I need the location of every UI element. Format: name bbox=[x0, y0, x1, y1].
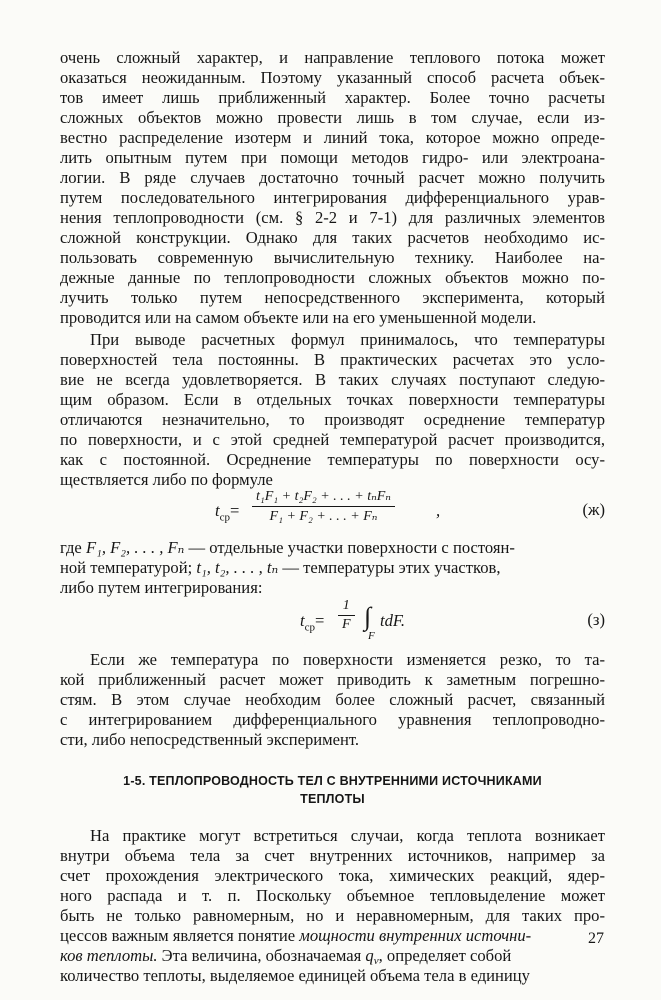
section-heading-line: ТЕПЛОТЫ bbox=[300, 792, 365, 806]
text-line: внутри объема тела за счет внутренних источников, например за bbox=[60, 846, 605, 865]
text-line: проводится или на самом объекте или на его уменьшенной модели. bbox=[60, 308, 537, 327]
text-line: На практике могут встретиться случаи, когда теплота возникает bbox=[90, 826, 605, 845]
text-line: быть не только равномерным, но и неравномерным, для таких про- bbox=[60, 906, 605, 925]
formula-denominator: F₁ + F₂ + . . . + Fₙ bbox=[252, 506, 395, 525]
formula-zh bbox=[60, 488, 605, 534]
formula-comma: , bbox=[436, 501, 441, 520]
text-line: цессов важным является понятие мощности внутренних источни- bbox=[60, 926, 532, 945]
text-line: ществляется либо по формуле bbox=[60, 470, 273, 489]
symbol-f-list: F₁, F₂, . . . , Fₙ bbox=[85, 538, 185, 557]
formula-denominator: F bbox=[338, 615, 355, 633]
text-line: где F₁, F₂, . . . , Fₙ — отдельные участки поверхности с постоян- bbox=[60, 538, 515, 557]
integral-domain: F bbox=[368, 630, 375, 642]
formula-lhs: $t_{ср}=$ bbox=[300, 611, 325, 634]
emphasis-text: ков теплоты. bbox=[60, 946, 158, 965]
emphasis-text: мощности внутренних источни- bbox=[299, 926, 532, 945]
text-line: кой приближенный расчет может приводить к заметным погрешно- bbox=[60, 670, 605, 689]
formula-fraction bbox=[338, 598, 355, 633]
text-line: сти, либо непосредственный эксперимент. bbox=[60, 730, 360, 749]
formula-numerator: t₁F₁ + t₂F₂ + . . . + tₙFₙ bbox=[256, 489, 391, 504]
text-line: по поверхности, и с этой средней температурой расчет производится, bbox=[60, 430, 605, 449]
text-line: поверхностей тела постоянны. В практических расчетах это усло- bbox=[60, 350, 605, 369]
text-line: с интегрированием дифференциального уравнения теплопроводно- bbox=[60, 710, 605, 729]
text-line: как с постоянной. Осреднение температуры по поверхности осу- bbox=[60, 450, 605, 469]
text-line: сложных объектов можно провести лишь в том случае, если из- bbox=[60, 108, 605, 127]
text-line: количество теплоты, выделяемое единицей объема тела в единицу bbox=[60, 966, 530, 985]
formula-integrand: tdF. bbox=[380, 611, 406, 630]
text-line: оказаться неожиданным. Поэтому указанный способ расчета объек- bbox=[60, 68, 605, 87]
text-line: путем последовательного интегрирования дифференциального урав- bbox=[60, 188, 605, 207]
text-line: ков теплоты. Эта величина, обозначаемая $q_v$, определяет собой bbox=[60, 946, 512, 967]
text-line: ного распада и т. п. Поскольку объемное тепловыделение может bbox=[60, 886, 605, 905]
integral-sign: ∫ bbox=[364, 602, 372, 631]
formula-label: (з) bbox=[587, 610, 605, 629]
text-line: вестно распределение изотерм и линий тока, которое можно опреде- bbox=[60, 128, 605, 147]
text-line: дежные данные по теплопроводности сложных объектов можно по- bbox=[60, 268, 605, 287]
formula-numerator: 1 bbox=[342, 598, 350, 613]
text-line: сложной конструкции. Однако для таких расчетов необходимо ис- bbox=[60, 228, 605, 247]
text-line: стям. В этом случае необходим более сложный расчет, связанный bbox=[60, 690, 605, 709]
text-line: нения теплопроводности (см. § 2-2 и 7-1) для различных элементов bbox=[60, 208, 605, 227]
section-heading-line: 1-5. ТЕПЛОПРОВОДНОСТЬ ТЕЛ С ВНУТРЕННИМИ ИСТОЧНИКАМИ bbox=[123, 774, 542, 788]
formula-lhs: $t_{ср}=$ bbox=[215, 501, 240, 524]
text-line: отличаются незначительно, то производят осреднение температур bbox=[60, 410, 605, 429]
text-line: щим образом. Если в отдельных точках поверхности температуры bbox=[60, 390, 605, 409]
text-line: тов имеет лишь приближенный характер. Более точно расчеты bbox=[60, 88, 605, 107]
text-line: логии. В ряде случаев достаточно точный расчет можно получить bbox=[60, 168, 605, 187]
text-line: Если же температура по поверхности изменяется резко, то та- bbox=[90, 650, 605, 669]
text-line: либо путем интегрирования: bbox=[60, 578, 263, 597]
symbol-qv: $q_v$ bbox=[365, 946, 379, 967]
text-line: ной температурой; t₁, t₂, . . . , tₙ — температуры этих участков, bbox=[60, 558, 501, 577]
formula-z bbox=[60, 598, 605, 644]
text-line: лучить только путем непосредственного эксперимента, который bbox=[60, 288, 605, 307]
text-line: счет прохождения электрического тока, химических реакций, ядер- bbox=[60, 866, 605, 885]
page-number: 27 bbox=[588, 930, 604, 947]
text-line: очень сложный характер, и направление теплового потока может bbox=[60, 48, 605, 67]
text-line: лить опытным путем при помощи методов гидро- или электроана- bbox=[60, 148, 605, 167]
formula-label: (ж) bbox=[582, 500, 605, 519]
text-line: пользовать современную вычислительную технику. Наиболее на- bbox=[60, 248, 605, 267]
text-line: При выводе расчетных формул принималось, что температуры bbox=[90, 330, 605, 349]
section-heading bbox=[60, 772, 605, 808]
formula-fraction bbox=[252, 488, 395, 525]
text-line: вие не всегда удовлетворяется. В таких случаях поступают следую- bbox=[60, 370, 605, 389]
symbol-t-list: t₁, t₂, . . . , tₙ bbox=[196, 558, 279, 577]
